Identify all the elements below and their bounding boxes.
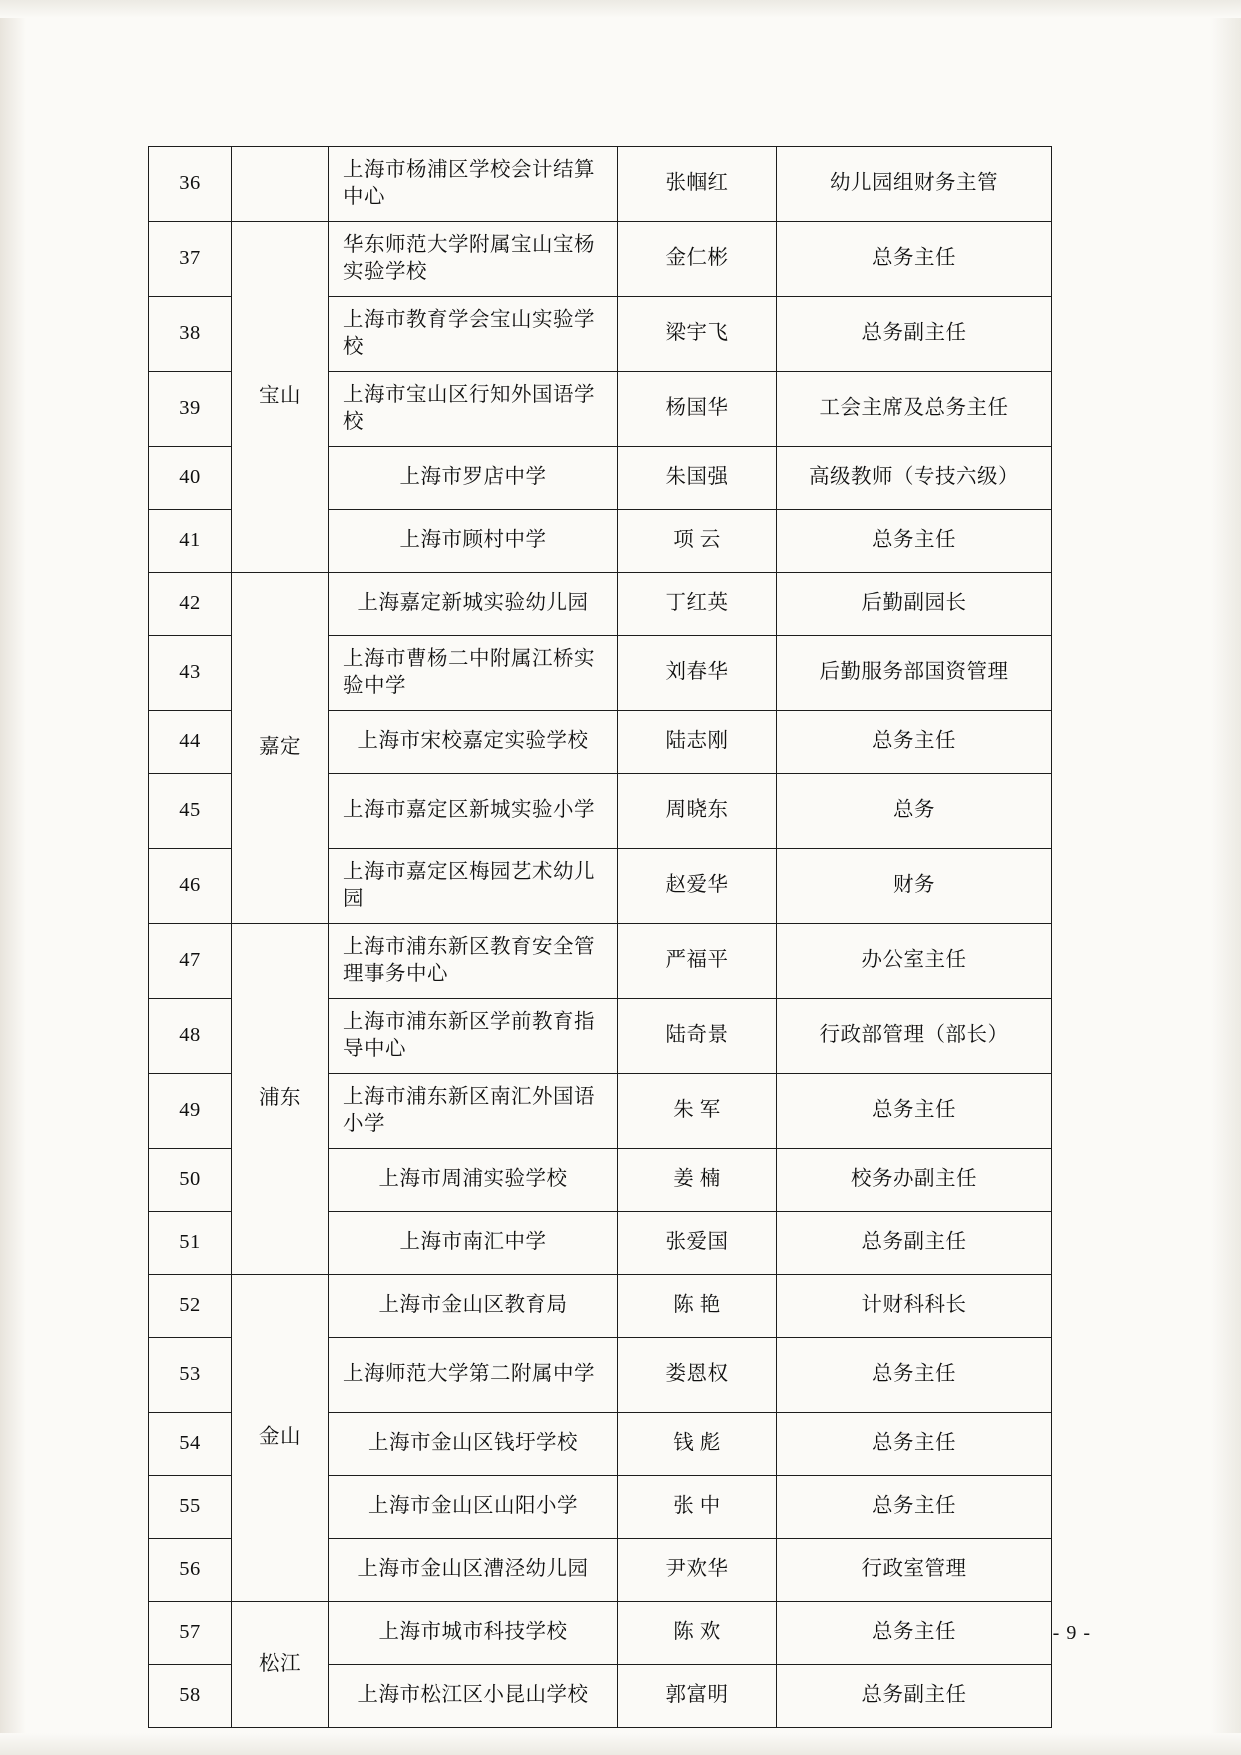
cell-job-title: 总务主任 (777, 1602, 1052, 1665)
cell-organization: 上海师范大学第二附属中学 (329, 1338, 618, 1413)
cell-job-title: 总务 (777, 774, 1052, 849)
cell-job-title: 后勤服务部国资管理 (777, 636, 1052, 711)
cell-district: 金山 (232, 1275, 329, 1602)
cell-organization: 上海市南汇中学 (329, 1212, 618, 1275)
cell-organization: 上海市宝山区行知外国语学校 (329, 372, 618, 447)
cell-district: 浦东 (232, 924, 329, 1275)
cell-organization: 上海市城市科技学校 (329, 1602, 618, 1665)
cell-job-title: 总务主任 (777, 1338, 1052, 1413)
cell-district: 宝山 (232, 222, 329, 573)
cell-person-name: 陆奇景 (618, 999, 777, 1074)
cell-organization: 上海市金山区漕泾幼儿园 (329, 1539, 618, 1602)
cell-job-title: 工会主席及总务主任 (777, 372, 1052, 447)
cell-person-name: 赵爱华 (618, 849, 777, 924)
cell-organization: 上海市金山区钱圩学校 (329, 1413, 618, 1476)
cell-person-name: 尹欢华 (618, 1539, 777, 1602)
cell-person-name: 陆志刚 (618, 711, 777, 774)
table-row (149, 222, 1052, 297)
cell-organization: 上海市宋校嘉定实验学校 (329, 711, 618, 774)
page-edge-top (0, 0, 1241, 18)
cell-job-title: 总务副主任 (777, 1665, 1052, 1728)
cell-job-title: 计财科科长 (777, 1275, 1052, 1338)
cell-district (232, 147, 329, 222)
table-row (149, 573, 1052, 636)
cell-sequence-number: 58 (149, 1665, 232, 1728)
cell-organization: 华东师范大学附属宝山宝杨实验学校 (329, 222, 618, 297)
table-row (149, 147, 1052, 222)
cell-person-name: 陈 艳 (618, 1275, 777, 1338)
page-edge-right (1211, 0, 1241, 1755)
cell-sequence-number: 44 (149, 711, 232, 774)
cell-job-title: 总务主任 (777, 1476, 1052, 1539)
table-row (149, 1275, 1052, 1338)
cell-organization: 上海市嘉定区梅园艺术幼儿园 (329, 849, 618, 924)
cell-organization: 上海市教育学会宝山实验学校 (329, 297, 618, 372)
cell-job-title: 校务办副主任 (777, 1149, 1052, 1212)
cell-job-title: 行政室管理 (777, 1539, 1052, 1602)
cell-organization: 上海市浦东新区教育安全管理事务中心 (329, 924, 618, 999)
cell-job-title: 总务主任 (777, 510, 1052, 573)
cell-person-name: 郭富明 (618, 1665, 777, 1728)
cell-job-title: 总务副主任 (777, 1212, 1052, 1275)
cell-organization: 上海市金山区教育局 (329, 1275, 618, 1338)
cell-job-title: 总务副主任 (777, 297, 1052, 372)
cell-organization: 上海市杨浦区学校会计结算中心 (329, 147, 618, 222)
cell-district: 嘉定 (232, 573, 329, 924)
cell-organization: 上海市金山区山阳小学 (329, 1476, 618, 1539)
cell-person-name: 周晓东 (618, 774, 777, 849)
cell-organization: 上海市顾村中学 (329, 510, 618, 573)
cell-person-name: 朱 军 (618, 1074, 777, 1149)
cell-sequence-number: 39 (149, 372, 232, 447)
cell-person-name: 严福平 (618, 924, 777, 999)
table-row (149, 1602, 1052, 1665)
cell-person-name: 梁宇飞 (618, 297, 777, 372)
cell-person-name: 项 云 (618, 510, 777, 573)
cell-sequence-number: 56 (149, 1539, 232, 1602)
table-row (149, 924, 1052, 999)
cell-sequence-number: 52 (149, 1275, 232, 1338)
cell-person-name: 张 中 (618, 1476, 777, 1539)
cell-person-name: 陈 欢 (618, 1602, 777, 1665)
cell-job-title: 后勤副园长 (777, 573, 1052, 636)
cell-district: 松江 (232, 1602, 329, 1728)
cell-sequence-number: 46 (149, 849, 232, 924)
page-number: - 9 - (1052, 1622, 1091, 1644)
cell-job-title: 高级教师（专技六级） (777, 447, 1052, 510)
cell-sequence-number: 48 (149, 999, 232, 1074)
cell-sequence-number: 40 (149, 447, 232, 510)
cell-person-name: 张帼红 (618, 147, 777, 222)
cell-sequence-number: 45 (149, 774, 232, 849)
page-edge-left (0, 0, 26, 1755)
cell-job-title: 办公室主任 (777, 924, 1052, 999)
cell-organization: 上海市罗店中学 (329, 447, 618, 510)
cell-organization: 上海市曹杨二中附属江桥实验中学 (329, 636, 618, 711)
cell-person-name: 娄恩权 (618, 1338, 777, 1413)
cell-job-title: 总务主任 (777, 1413, 1052, 1476)
cell-sequence-number: 55 (149, 1476, 232, 1539)
cell-person-name: 金仁彬 (618, 222, 777, 297)
page-edge-bottom (0, 1733, 1241, 1755)
cell-sequence-number: 54 (149, 1413, 232, 1476)
cell-person-name: 张爱国 (618, 1212, 777, 1275)
cell-organization: 上海市浦东新区学前教育指导中心 (329, 999, 618, 1074)
cell-sequence-number: 57 (149, 1602, 232, 1665)
cell-person-name: 杨国华 (618, 372, 777, 447)
roster-table (148, 146, 1052, 1728)
cell-job-title: 财务 (777, 849, 1052, 924)
cell-person-name: 朱国强 (618, 447, 777, 510)
cell-organization: 上海市周浦实验学校 (329, 1149, 618, 1212)
cell-person-name: 刘春华 (618, 636, 777, 711)
cell-job-title: 总务主任 (777, 711, 1052, 774)
cell-sequence-number: 51 (149, 1212, 232, 1275)
cell-sequence-number: 37 (149, 222, 232, 297)
cell-sequence-number: 43 (149, 636, 232, 711)
cell-organization: 上海市浦东新区南汇外国语小学 (329, 1074, 618, 1149)
cell-person-name: 钱 彪 (618, 1413, 777, 1476)
cell-sequence-number: 53 (149, 1338, 232, 1413)
cell-job-title: 总务主任 (777, 222, 1052, 297)
cell-sequence-number: 36 (149, 147, 232, 222)
cell-sequence-number: 49 (149, 1074, 232, 1149)
cell-job-title: 幼儿园组财务主管 (777, 147, 1052, 222)
cell-organization: 上海嘉定新城实验幼儿园 (329, 573, 618, 636)
cell-job-title: 行政部管理（部长） (777, 999, 1052, 1074)
cell-sequence-number: 50 (149, 1149, 232, 1212)
cell-organization: 上海市嘉定区新城实验小学 (329, 774, 618, 849)
cell-sequence-number: 41 (149, 510, 232, 573)
cell-organization: 上海市松江区小昆山学校 (329, 1665, 618, 1728)
cell-sequence-number: 47 (149, 924, 232, 999)
cell-person-name: 丁红英 (618, 573, 777, 636)
cell-person-name: 姜 楠 (618, 1149, 777, 1212)
cell-sequence-number: 38 (149, 297, 232, 372)
cell-sequence-number: 42 (149, 573, 232, 636)
cell-job-title: 总务主任 (777, 1074, 1052, 1149)
